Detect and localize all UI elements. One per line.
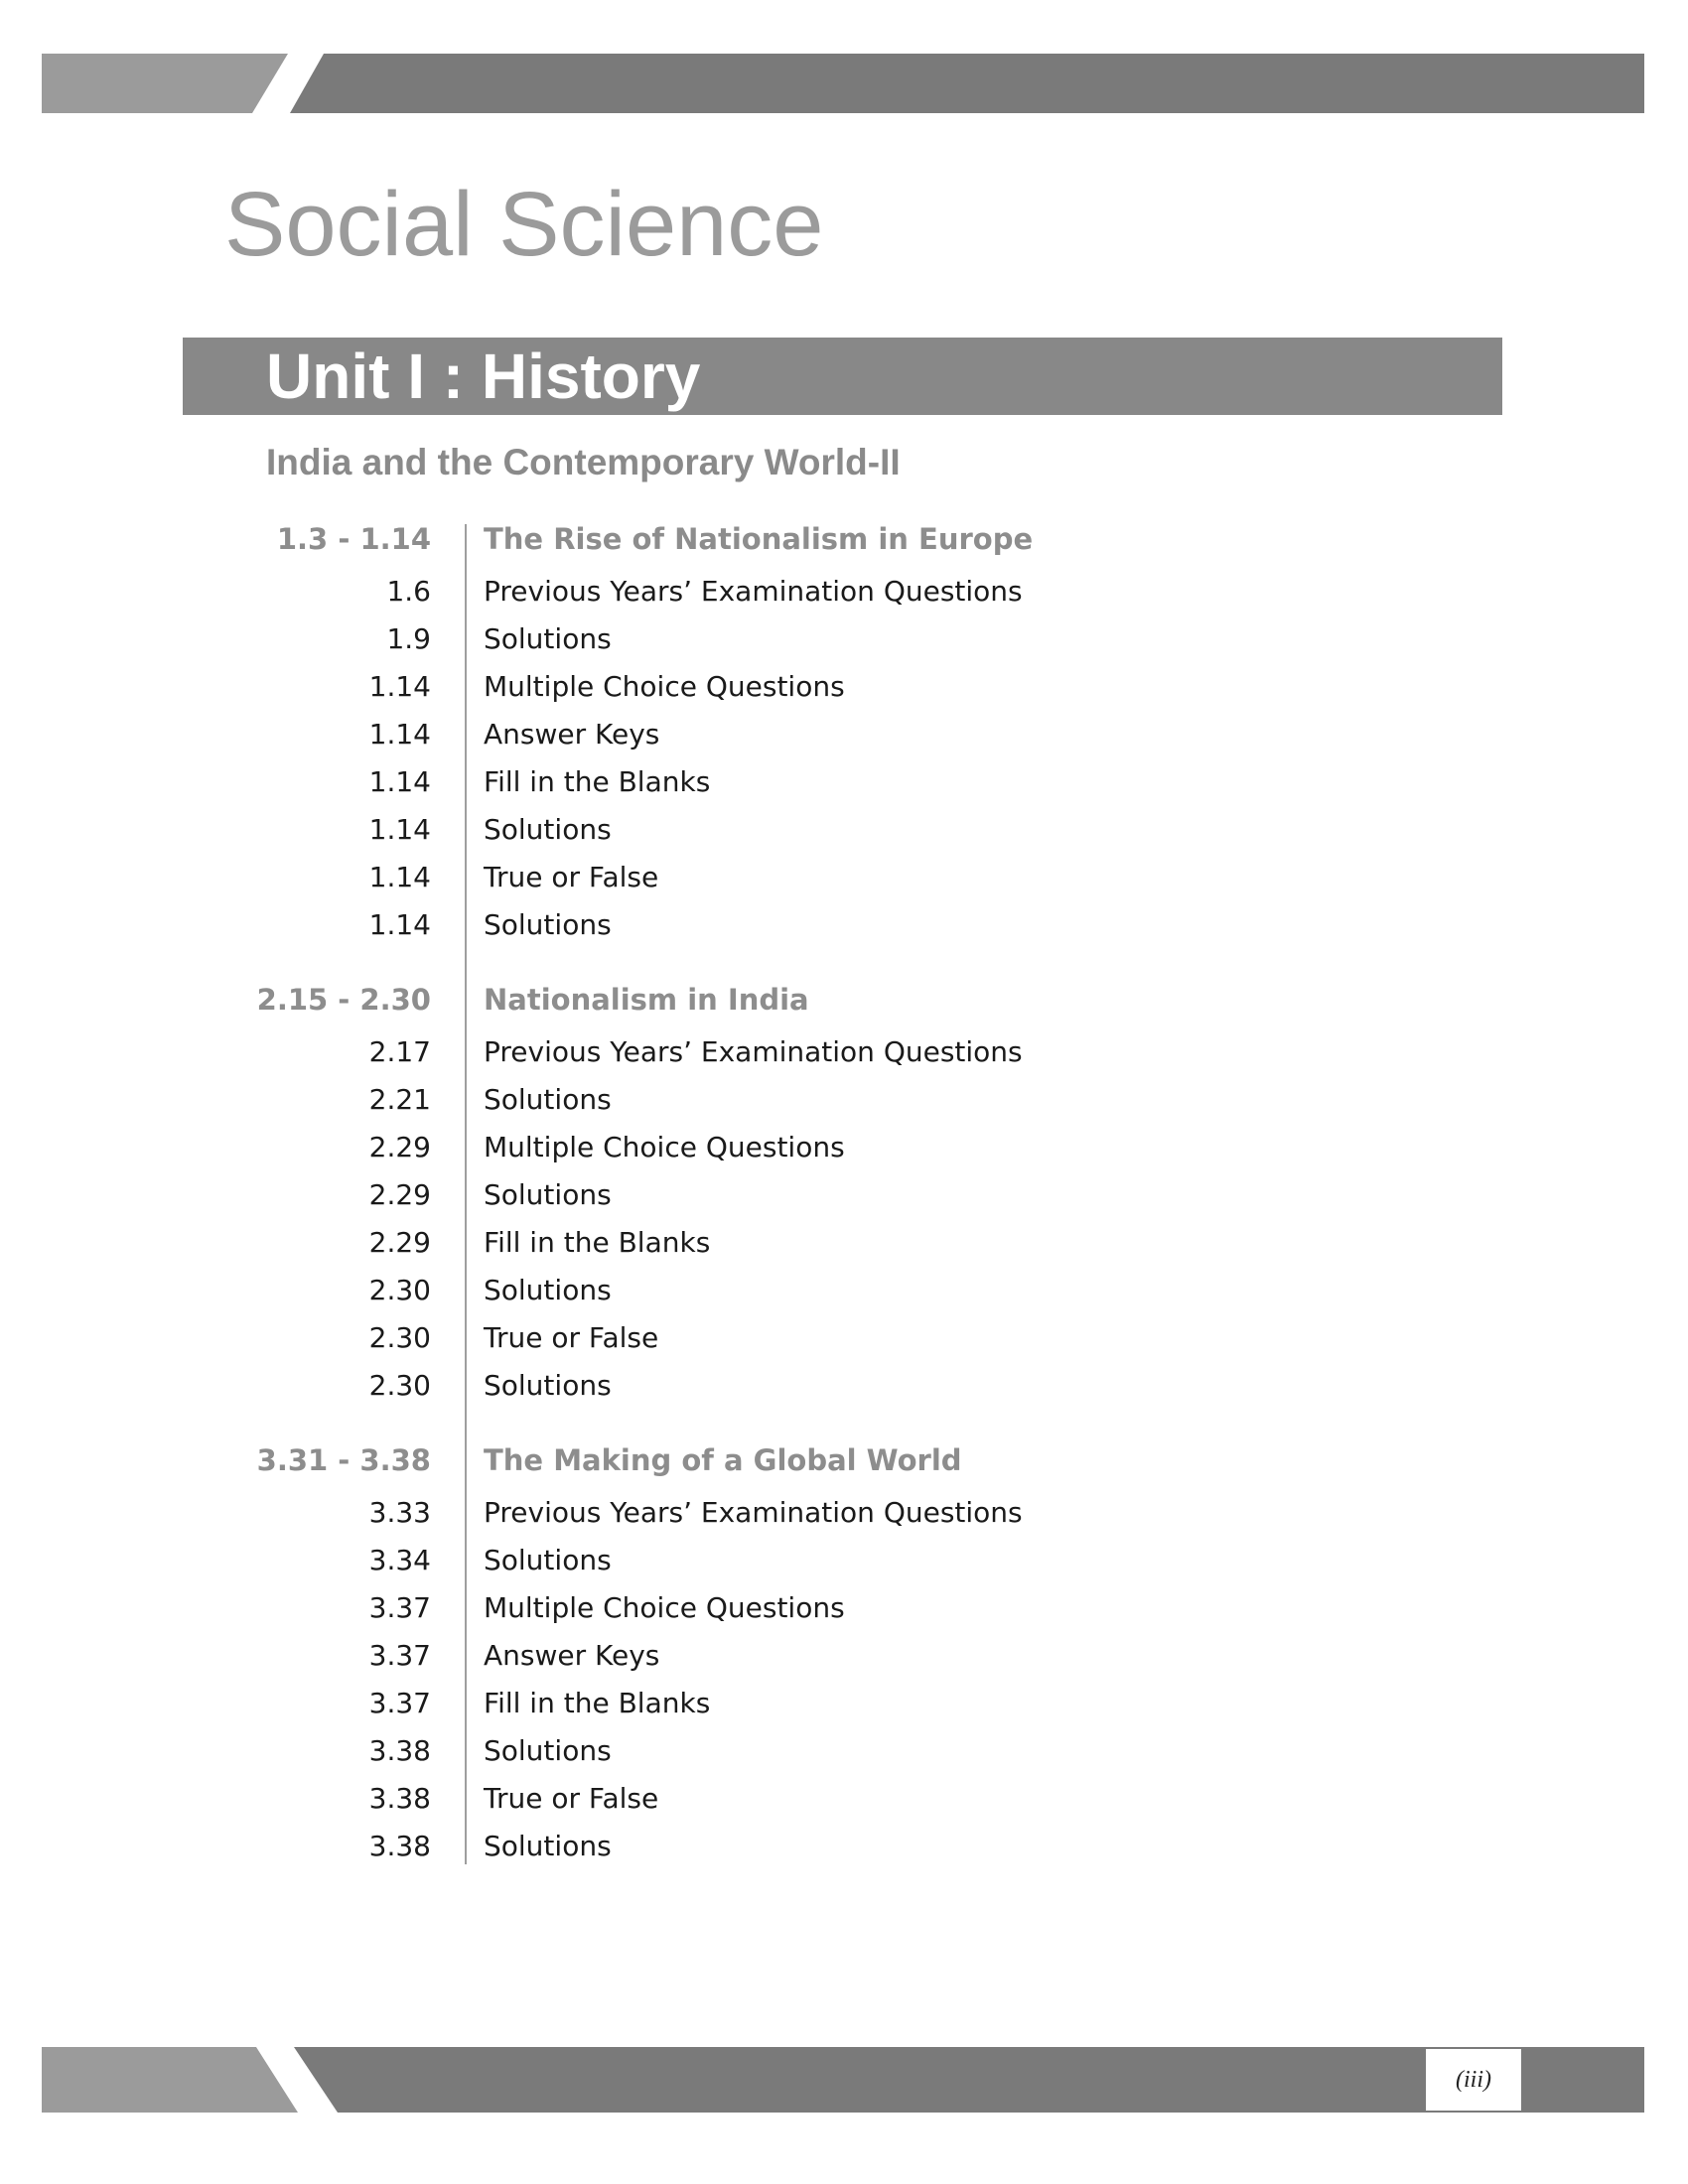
- entry-page-number: 3.34: [368, 1544, 431, 1576]
- toc-entry-row: [0, 1680, 1192, 1727]
- top-decorative-bar: [42, 54, 1644, 113]
- toc-entry-row: [0, 1219, 1192, 1267]
- chapter-page-range: 2.15 - 2.30: [256, 983, 431, 1017]
- entry-label: Previous Years’ Examination Questions: [484, 1035, 1023, 1068]
- toc-entry-row: [0, 615, 1192, 663]
- entry-label: True or False: [484, 861, 659, 893]
- chapter-heading-row: [0, 971, 1192, 1028]
- entry-page-number: 2.29: [368, 1226, 431, 1259]
- entry-label: Solutions: [484, 813, 612, 846]
- chapter-page-range: 3.31 - 3.38: [256, 1443, 431, 1477]
- toc-entry-row: [0, 1314, 1192, 1362]
- toc-entry-row: [0, 1076, 1192, 1124]
- entry-page-number: 3.37: [368, 1687, 431, 1719]
- entry-page-number: 1.14: [368, 765, 431, 798]
- entry-page-number: 3.38: [368, 1782, 431, 1815]
- bottom-decorative-bar: [42, 2047, 1644, 2113]
- entry-label: True or False: [484, 1321, 659, 1354]
- page-number: (iii): [1426, 2049, 1521, 2111]
- entry-label: Multiple Choice Questions: [484, 670, 845, 703]
- chapter-block: [0, 510, 1192, 949]
- entry-label: Solutions: [484, 1734, 612, 1767]
- entry-label: Answer Keys: [484, 1639, 660, 1672]
- chapter-list: [0, 510, 1192, 1870]
- entry-page-number: 3.37: [368, 1639, 431, 1672]
- toc-entry-row: [0, 1028, 1192, 1076]
- entry-label: Previous Years’ Examination Questions: [484, 575, 1023, 608]
- chapter-page-range: 1.3 - 1.14: [276, 522, 431, 556]
- entry-page-number: 2.30: [368, 1321, 431, 1354]
- toc-entry-row: [0, 1823, 1192, 1870]
- entry-page-number: 2.29: [368, 1131, 431, 1163]
- entry-page-number: 1.14: [368, 813, 431, 846]
- entry-label: Solutions: [484, 908, 612, 941]
- entry-label: Solutions: [484, 1830, 612, 1862]
- entry-page-number: 3.38: [368, 1734, 431, 1767]
- entry-label: Solutions: [484, 1369, 612, 1402]
- chapter-title: The Making of a Global World: [484, 1443, 962, 1477]
- entry-page-number: 2.17: [368, 1035, 431, 1068]
- chapter-heading-row: [0, 510, 1192, 568]
- toc-entry-row: [0, 758, 1192, 806]
- entry-page-number: 1.6: [386, 575, 431, 608]
- toc-entry-row: [0, 1584, 1192, 1632]
- chapter-heading-row: [0, 1432, 1192, 1489]
- entry-label: Multiple Choice Questions: [484, 1591, 845, 1624]
- toc-entry-row: [0, 1727, 1192, 1775]
- entry-page-number: 1.14: [368, 908, 431, 941]
- chapter-block: [0, 971, 1192, 1410]
- entry-label: Previous Years’ Examination Questions: [484, 1496, 1023, 1529]
- entry-page-number: 2.21: [368, 1083, 431, 1116]
- unit-title: Unit I : History: [266, 341, 701, 412]
- toc-entry-row: [0, 806, 1192, 854]
- subject-title: India and the Contemporary World-II: [266, 442, 901, 482]
- entry-page-number: 3.38: [368, 1830, 431, 1862]
- toc-entry-row: [0, 1124, 1192, 1171]
- toc-entry-row: [0, 1362, 1192, 1410]
- entry-page-number: 2.30: [368, 1369, 431, 1402]
- entry-label: Solutions: [484, 1178, 612, 1211]
- unit-banner: [183, 338, 1502, 415]
- entry-label: Fill in the Blanks: [484, 765, 711, 798]
- toc-entry-row: [0, 711, 1192, 758]
- entry-label: True or False: [484, 1782, 659, 1815]
- entry-label: Fill in the Blanks: [484, 1687, 711, 1719]
- entry-page-number: 1.9: [386, 622, 431, 655]
- toc-entry-row: [0, 568, 1192, 615]
- entry-label: Answer Keys: [484, 718, 660, 751]
- toc-entry-row: [0, 854, 1192, 901]
- entry-label: Solutions: [484, 622, 612, 655]
- toc-entry-row: [0, 663, 1192, 711]
- entry-label: Solutions: [484, 1083, 612, 1116]
- entry-label: Solutions: [484, 1274, 612, 1306]
- chapter-title: The Rise of Nationalism in Europe: [484, 522, 1034, 556]
- entry-page-number: 3.33: [368, 1496, 431, 1529]
- toc-entry-row: [0, 1632, 1192, 1680]
- entry-page-number: 3.37: [368, 1591, 431, 1624]
- chapter-block: [0, 1432, 1192, 1870]
- toc-entry-row: [0, 1537, 1192, 1584]
- entry-page-number: 1.14: [368, 718, 431, 751]
- top-bar-light-segment: [42, 54, 288, 113]
- toc-entry-row: [0, 1171, 1192, 1219]
- book-title: Social Science: [224, 174, 824, 275]
- bottom-bar-light-segment: [42, 2047, 298, 2113]
- entry-page-number: 1.14: [368, 861, 431, 893]
- top-bar-dark-segment: [290, 54, 1644, 113]
- toc-entry-row: [0, 1267, 1192, 1314]
- toc-entry-row: [0, 1489, 1192, 1537]
- entry-page-number: 1.14: [368, 670, 431, 703]
- toc-entry-row: [0, 1775, 1192, 1823]
- entry-label: Fill in the Blanks: [484, 1226, 711, 1259]
- entry-label: Solutions: [484, 1544, 612, 1576]
- entry-page-number: 2.29: [368, 1178, 431, 1211]
- entry-label: Multiple Choice Questions: [484, 1131, 845, 1163]
- entry-page-number: 2.30: [368, 1274, 431, 1306]
- chapter-title: Nationalism in India: [484, 983, 809, 1017]
- toc-entry-row: [0, 901, 1192, 949]
- table-of-contents: [0, 510, 1192, 1892]
